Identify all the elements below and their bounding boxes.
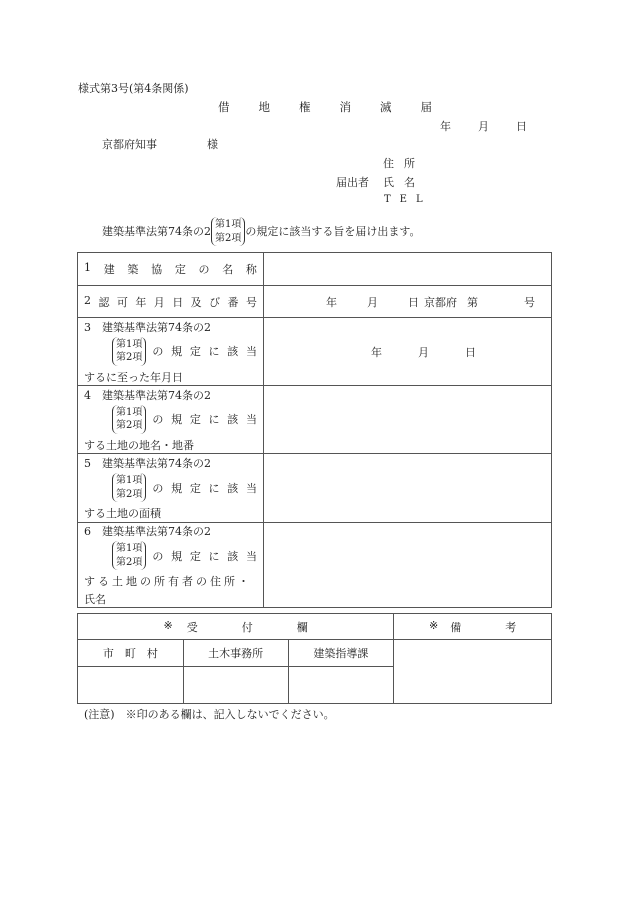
row-label (78, 286, 264, 318)
label-text: 建築基準法第74条の2 (102, 320, 211, 334)
year-label: 年 (440, 120, 451, 133)
label-line-1 (84, 455, 257, 471)
paragraph-option-bracket (112, 473, 146, 502)
label-char: 月 (153, 295, 165, 309)
address-label (383, 158, 415, 169)
label-char: L (415, 194, 423, 205)
municipality-stamp-cell (78, 667, 184, 704)
label-char: 規 (171, 413, 183, 426)
month-label: 月 (478, 120, 489, 133)
label-char: 該 (227, 413, 239, 426)
reception-table (77, 613, 552, 704)
statement-prefix: 建築基準法第74条の2 (102, 225, 211, 238)
row-number: 3 (84, 320, 91, 334)
paragraph-option-bracket (112, 541, 146, 570)
owner-address-name-field[interactable] (264, 523, 552, 608)
title-char: 滅 (380, 100, 392, 114)
label-text: 建築基準法第74条の2 (102, 457, 211, 470)
label-char: 定 (189, 413, 201, 426)
number-suffix: 号 (524, 295, 535, 309)
label-line-1 (84, 387, 257, 403)
label-char: の (152, 481, 164, 495)
label-char: に (208, 345, 220, 358)
mark-asterisk: ※ (163, 618, 173, 632)
note: (注意) ※印のある欄は、記入しないでください。 (84, 708, 335, 721)
applicable-date-field[interactable] (264, 318, 552, 386)
label-char: 定 (189, 481, 201, 495)
label-char: 定 (174, 263, 186, 276)
label-char: 該 (227, 481, 239, 495)
title-char: 権 (299, 100, 311, 114)
remarks-header (394, 614, 552, 640)
label-char: E (399, 194, 407, 205)
name-label (383, 177, 415, 188)
prefecture-label: 京都府 (424, 295, 457, 309)
label-char: 氏 (383, 176, 394, 189)
label-line-3: する土地の地名・地番 (84, 438, 194, 452)
table-row (78, 318, 552, 386)
label-line-1 (84, 523, 257, 539)
column-civil-engineering-office: 土木事務所 (183, 640, 288, 667)
row-number: 2 (84, 293, 91, 307)
year-label: 年 (371, 345, 382, 359)
option-paragraph-1: 第1項 (116, 543, 143, 554)
option-paragraph-1: 第1項 (215, 219, 242, 230)
land-area-field[interactable] (264, 454, 552, 523)
label-char: 定 (189, 549, 201, 563)
label-line-1 (84, 319, 257, 335)
label-char: 年 (135, 295, 147, 309)
option-paragraph-2: 第2項 (215, 232, 242, 244)
table-row (78, 640, 552, 667)
row-label (78, 523, 264, 608)
label-line-2 (84, 405, 257, 434)
title-char: 届 (420, 100, 432, 114)
statement-suffix: の規定に該当する旨を届け出ます。 (245, 225, 421, 238)
form-number: 様式第3号(第4条関係) (78, 82, 189, 95)
label-char: 該 (227, 345, 239, 358)
day-label: 日 (516, 120, 527, 133)
option-paragraph-2: 第2項 (116, 556, 143, 568)
label-line-3: する土地の所有者の住所・ (84, 575, 252, 588)
row-number: 4 (84, 388, 91, 402)
label-char: 所 (404, 157, 415, 170)
table-row (78, 614, 552, 640)
land-location-field[interactable] (264, 386, 552, 454)
remarks-field (394, 640, 552, 704)
option-paragraph-1: 第1項 (116, 338, 143, 350)
row-number: 5 (84, 457, 91, 470)
label-char: の (198, 263, 210, 276)
label-char: T (384, 194, 391, 205)
label-char: 日 (172, 295, 184, 309)
statement (102, 217, 421, 246)
label-char: 築 (127, 263, 139, 276)
label-char: 建 (103, 263, 115, 276)
label-line-2 (84, 473, 257, 502)
header-char: 欄 (296, 620, 308, 634)
table-row (78, 253, 552, 286)
tel-label (384, 195, 423, 205)
header-char: 考 (505, 620, 517, 634)
row-number: 6 (84, 525, 91, 538)
label-char: に (208, 413, 220, 426)
approval-date-number-field[interactable] (264, 286, 552, 318)
row-label (78, 318, 264, 386)
mark-asterisk: ※ (429, 618, 439, 632)
title-char: 消 (339, 100, 351, 114)
header-char: 付 (241, 620, 253, 634)
label-char: 規 (171, 549, 183, 563)
label-char: 称 (245, 263, 257, 276)
label-char: 当 (245, 345, 257, 358)
label-line-3: する土地の面積 (84, 507, 161, 520)
paragraph-option-bracket (211, 217, 245, 246)
label-char: 当 (245, 481, 257, 495)
label-char: に (208, 549, 220, 563)
option-paragraph-2: 第2項 (116, 352, 143, 363)
addressee: 京都府知事 (102, 138, 157, 151)
label-char: 号 (245, 295, 257, 309)
document-title (218, 102, 432, 114)
option-paragraph-2: 第2項 (116, 488, 143, 500)
label-char: 該 (227, 549, 239, 563)
building-guidance-stamp-cell (288, 667, 394, 704)
label-char: 規 (171, 345, 183, 358)
applicant-label: 届出者 (336, 176, 369, 189)
row-label (78, 386, 264, 454)
month-label: 月 (367, 295, 378, 309)
label-char: 定 (189, 345, 201, 358)
label-char: 番 (227, 295, 239, 309)
paragraph-option-bracket (112, 337, 146, 366)
column-municipality: 市 町 村 (78, 640, 184, 667)
civil-engineering-office-stamp-cell (183, 667, 288, 704)
label-char: 協 (151, 263, 163, 276)
label-char: 可 (116, 295, 128, 309)
label-text: 建築基準法第74条の2 (102, 525, 211, 538)
date-line (440, 121, 527, 132)
title-char: 地 (258, 100, 270, 114)
label-char: に (208, 481, 220, 495)
day-label: 日 (465, 345, 476, 359)
option-paragraph-1: 第1項 (116, 475, 143, 486)
row-label (78, 253, 264, 286)
agreement-name-field[interactable] (264, 253, 552, 286)
label-line-4: 氏名 (84, 593, 106, 606)
header-char: 備 (450, 620, 462, 634)
label-char: び (209, 295, 221, 309)
reception-header (78, 614, 394, 640)
table-row (78, 386, 552, 454)
column-building-guidance-division: 建築指導課 (288, 640, 394, 667)
label-char: の (152, 413, 164, 426)
option-paragraph-1: 第1項 (116, 406, 143, 418)
row-label (78, 454, 264, 523)
label-char: 及 (190, 295, 202, 309)
label-char: 当 (245, 549, 257, 563)
label-char: 住 (383, 157, 394, 170)
table-row (78, 286, 552, 318)
label-char: の (152, 345, 164, 358)
day-label: 日 (408, 295, 419, 309)
option-paragraph-2: 第2項 (116, 420, 143, 431)
label-char: 規 (171, 481, 183, 495)
label-char: 認 (98, 295, 110, 309)
row-number: 1 (84, 261, 91, 274)
label-text: 建築基準法第74条の2 (102, 388, 211, 402)
title-char: 借 (218, 100, 230, 114)
label-char: 名 (222, 263, 234, 276)
label-line-2 (84, 541, 257, 570)
notification-details-table (77, 252, 552, 608)
label-line-3: するに至った年月日 (84, 370, 183, 384)
honorific: 様 (207, 138, 218, 151)
table-row (78, 454, 552, 523)
year-label: 年 (326, 295, 337, 309)
label-char: の (152, 549, 164, 563)
number-prefix: 第 (467, 295, 478, 309)
label-char: 名 (404, 176, 415, 189)
table-row (78, 523, 552, 608)
label-line-2 (84, 337, 257, 366)
header-char: 受 (186, 620, 198, 634)
month-label: 月 (418, 345, 429, 359)
paragraph-option-bracket (112, 405, 146, 434)
label-char: 当 (245, 413, 257, 426)
